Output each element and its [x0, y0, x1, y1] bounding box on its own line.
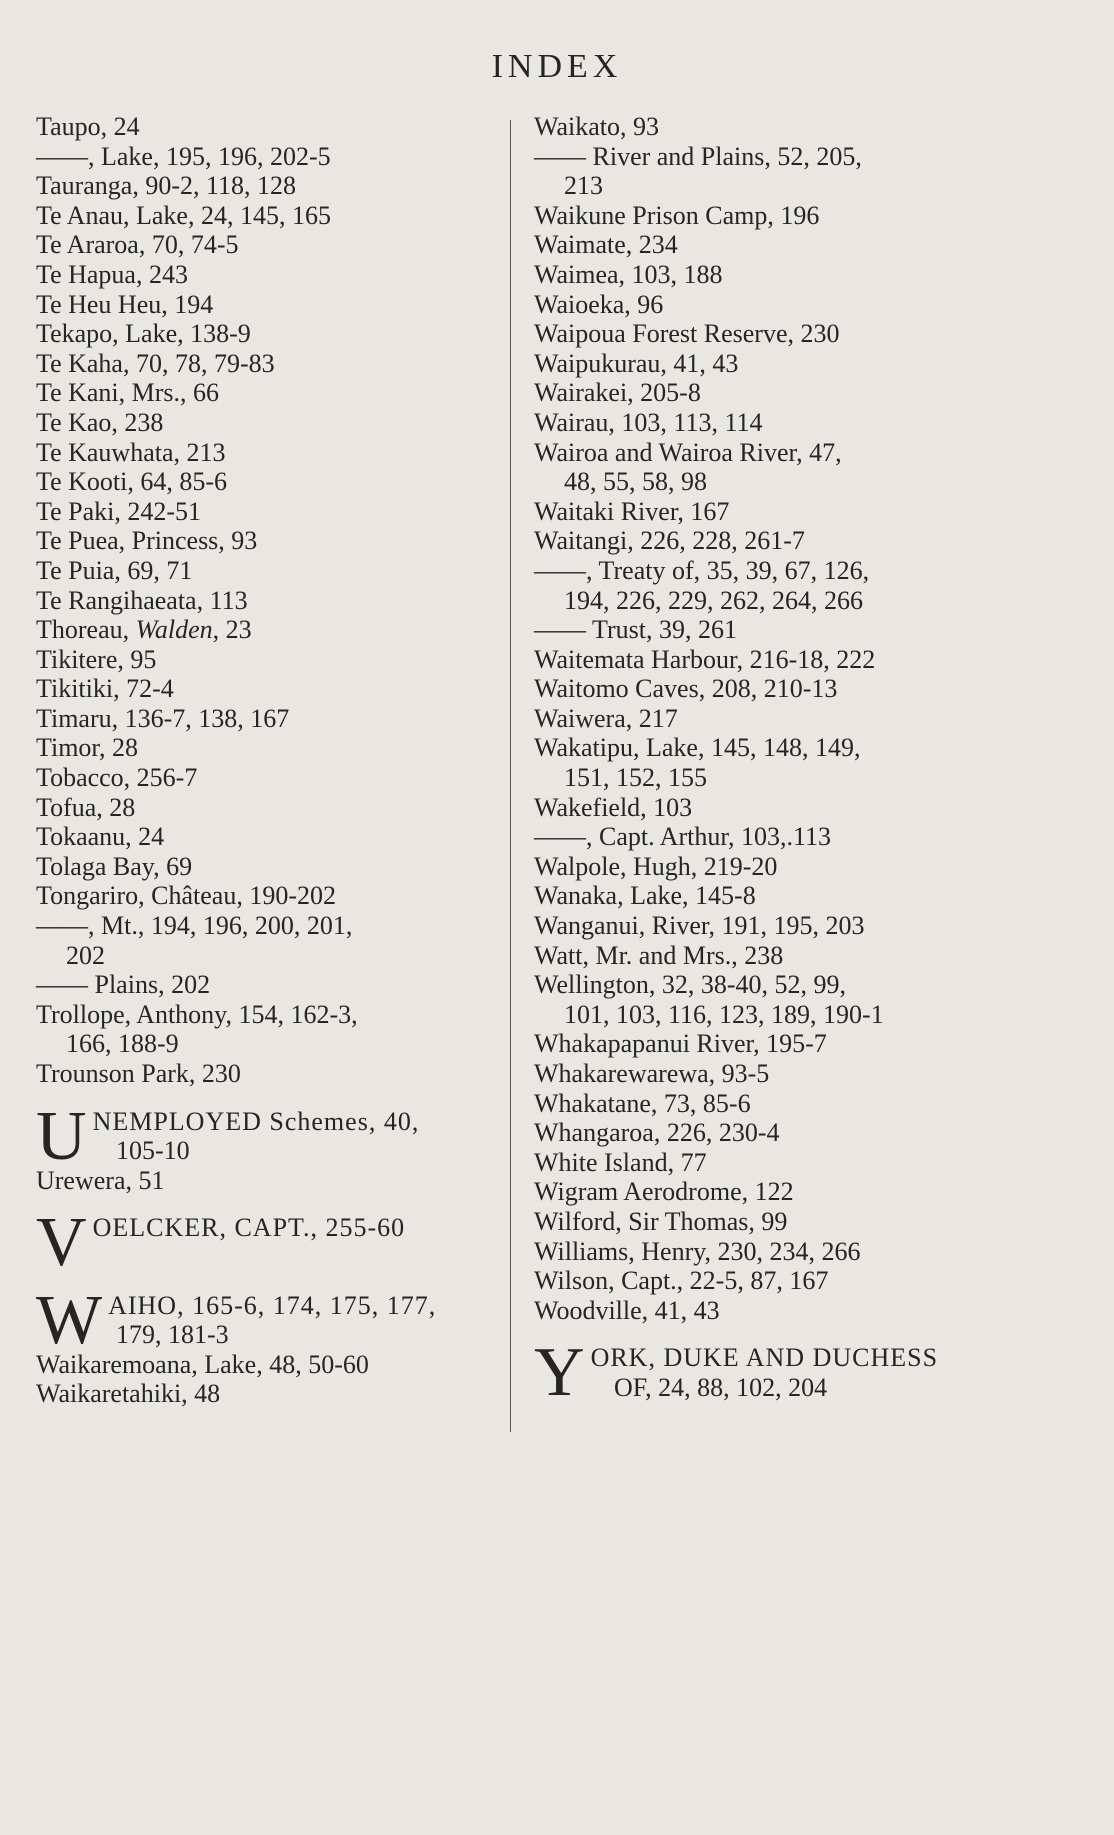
entry-text: Wilson, Capt., 22-5, 87, 167 [534, 1266, 829, 1296]
index-entry [534, 615, 989, 645]
index-entry [534, 142, 989, 201]
index-entry [36, 290, 506, 320]
entry-continuation: 48, 55, 58, 98 [564, 467, 707, 497]
index-entry [36, 467, 506, 497]
entry-text: Waikune Prison Camp, 196 [534, 200, 820, 230]
entry-text: ——, Capt. Arthur, 103,.113 [534, 822, 831, 852]
entry-text: Wairau, 103, 113, 114 [534, 407, 763, 437]
index-entry [534, 1059, 989, 1089]
entry-text: Waitomo Caves, 208, 210-13 [534, 674, 838, 704]
entry-pages: , 23 [212, 615, 252, 645]
entry-text: Wilford, Sir Thomas, 99 [534, 1206, 788, 1236]
entry-text: Te Kaha, 70, 78, 79-83 [36, 348, 275, 378]
index-entry [36, 674, 506, 704]
entry-text: Tolaga Bay, 69 [36, 851, 193, 881]
entry-spacer [36, 1243, 506, 1273]
entry-text: Wigram Aerodrome, 122 [534, 1177, 794, 1207]
index-entry [534, 911, 989, 941]
entry-text: Timaru, 136-7, 138, 167 [36, 703, 290, 733]
entry-text: —— Trust, 39, 261 [534, 615, 737, 645]
entry-text: Walpole, Hugh, 219-20 [534, 851, 778, 881]
entry-text: Te Paki, 242-51 [36, 496, 201, 526]
index-entry [36, 1379, 506, 1409]
index-entry [534, 1118, 989, 1148]
index-entry [534, 408, 989, 438]
entry-text: Wakefield, 103 [534, 792, 693, 822]
index-entry [534, 438, 989, 497]
entry-text: —— River and Plains, 52, 205, [534, 141, 862, 171]
entry-text: Tobacco, 256-7 [36, 763, 198, 793]
index-entry [36, 171, 506, 201]
entry-text: Te Hapua, 243 [36, 259, 188, 289]
entry-text: ——, Mt., 194, 196, 200, 201, [36, 911, 353, 941]
index-entry [534, 1207, 989, 1237]
entry-text: Te Kooti, 64, 85-6 [36, 467, 227, 497]
entry-text: Woodville, 41, 43 [534, 1295, 720, 1325]
entry-text: —— Plains, 202 [36, 970, 211, 1000]
index-entry [36, 497, 506, 527]
index-entry [534, 556, 989, 615]
entry-text: Te Kao, 238 [36, 407, 164, 437]
index-entry [36, 704, 506, 734]
entry-text: Trollope, Anthony, 154, 162-3, [36, 999, 358, 1029]
entry-text: Waikaremoana, Lake, 48, 50-60 [36, 1349, 369, 1379]
index-entry [36, 733, 506, 763]
index-entry [534, 526, 989, 556]
entry-text: Urewera, 51 [36, 1165, 165, 1195]
section-gap [36, 1273, 506, 1291]
index-column-right [534, 112, 989, 1412]
section-y [534, 1334, 989, 1412]
index-entry [534, 941, 989, 971]
index-entry [534, 1266, 989, 1296]
entry-text: Te Kani, Mrs., 66 [36, 378, 220, 408]
drop-cap-letter: W [36, 1281, 103, 1359]
index-column-left [36, 112, 506, 1409]
entry-text: Tongariro, Château, 190-202 [36, 881, 336, 911]
index-entry [534, 201, 989, 231]
entry-text: ——, Treaty of, 35, 39, 67, 126, [534, 555, 870, 585]
entry-text: Wairoa and Wairoa River, 47, [534, 437, 842, 467]
index-entry [36, 378, 506, 408]
index-entry [36, 763, 506, 793]
index-entry [534, 260, 989, 290]
index-entry [36, 142, 506, 172]
entry-text: Te Rangihaeata, 113 [36, 585, 248, 615]
entry-text: Trounson Park, 230 [36, 1059, 241, 1088]
section-heading-entry: ORK, DUKE AND DUCHESS [590, 1343, 939, 1373]
index-entry [534, 1237, 989, 1267]
index-entry [534, 881, 989, 911]
section-w [36, 1281, 506, 1359]
index-entry [534, 970, 989, 1029]
entry-text: Waikaretahiki, 48 [36, 1379, 221, 1409]
index-entry [534, 1296, 989, 1326]
entry-text: Whakapapanui River, 195-7 [534, 1029, 827, 1059]
index-entry [534, 1089, 989, 1119]
index-entry [36, 230, 506, 260]
section-gap [534, 1325, 989, 1343]
entry-text: Timor, 28 [36, 733, 139, 763]
entry-italic-title: Walden [135, 615, 213, 645]
index-entry [534, 733, 989, 792]
index-entry [534, 822, 989, 852]
entry-text: White Island, 77 [534, 1147, 707, 1177]
entry-text: Wanaka, Lake, 145-8 [534, 881, 756, 911]
index-entry [534, 112, 989, 142]
index-entry [534, 1148, 989, 1178]
index-entry [36, 438, 506, 468]
entry-text: Waitemata Harbour, 216-18, 222 [534, 644, 876, 674]
index-entry [36, 822, 506, 852]
entry-text: Waitaki River, 167 [534, 496, 730, 526]
section-v [36, 1204, 506, 1282]
index-entry [534, 497, 989, 527]
index-entry [534, 349, 989, 379]
entry-continuation: 166, 188-9 [66, 1029, 179, 1059]
entry-text: Whangaroa, 226, 230-4 [534, 1118, 780, 1148]
entry-text: Taupo, 24 [36, 112, 140, 141]
entry-text: Williams, Henry, 230, 234, 266 [534, 1236, 861, 1266]
entry-continuation: 202 [66, 940, 105, 970]
entry-text: Te Puea, Princess, 93 [36, 526, 258, 556]
entry-text: Tikitere, 95 [36, 644, 157, 674]
index-entry [534, 378, 989, 408]
entry-continuation: OF, 24, 88, 102, 204 [614, 1372, 828, 1402]
page-title: INDEX [491, 48, 623, 85]
index-entry [36, 1350, 506, 1380]
index-entry [36, 1000, 506, 1059]
index-entry [534, 852, 989, 882]
index-entry [36, 645, 506, 675]
index-entry [534, 1177, 989, 1207]
index-entry [36, 526, 506, 556]
index-entry [534, 704, 989, 734]
index-entry [534, 1029, 989, 1059]
entry-text: Wellington, 32, 38-40, 52, 99, [534, 970, 847, 1000]
index-entry [36, 112, 506, 142]
entry-text: Te Puia, 69, 71 [36, 555, 193, 585]
index-entry [36, 1059, 506, 1089]
entry-text: Te Araroa, 70, 74-5 [36, 230, 239, 260]
section-heading-entry: OELCKER, CAPT., 255-60 [92, 1213, 406, 1243]
index-entry [36, 349, 506, 379]
entry-continuation: 151, 152, 155 [564, 763, 707, 793]
entry-continuation: 213 [564, 171, 603, 201]
index-entry [534, 645, 989, 675]
index-entry [36, 881, 506, 911]
index-entry [36, 911, 506, 970]
index-entry [36, 319, 506, 349]
entry-text: Whakatane, 73, 85-6 [534, 1088, 751, 1118]
index-entry [36, 615, 506, 645]
entry-continuation: 194, 226, 229, 262, 264, 266 [564, 585, 863, 615]
index-entry [36, 408, 506, 438]
index-entry [534, 793, 989, 823]
drop-cap-letter: U [36, 1097, 87, 1175]
entry-text: Waioeka, 96 [534, 289, 664, 319]
entry-text: Waikato, 93 [534, 112, 659, 141]
section-heading-entry: AIHO, 165-6, 174, 175, 177, [108, 1290, 437, 1320]
entry-text: Wakatipu, Lake, 145, 148, 149, [534, 733, 861, 763]
entry-text: Waimea, 103, 188 [534, 259, 723, 289]
entry-text: Tikitiki, 72-4 [36, 674, 174, 704]
index-entry [36, 556, 506, 586]
entry-text: Wairakei, 205-8 [534, 378, 701, 408]
index-entry [534, 674, 989, 704]
entry-text: Waipoua Forest Reserve, 230 [534, 319, 840, 349]
index-entry [36, 1166, 506, 1196]
index-entry [36, 201, 506, 231]
entry-text: Watt, Mr. and Mrs., 238 [534, 940, 784, 970]
index-entry [534, 319, 989, 349]
entry-text: Tekapo, Lake, 138-9 [36, 319, 251, 349]
entry-text: Waiwera, 217 [534, 703, 678, 733]
entry-text: Te Anau, Lake, 24, 145, 165 [36, 200, 331, 230]
entry-text: Tokaanu, 24 [36, 822, 165, 852]
entry-text: Waitangi, 226, 228, 261-7 [534, 526, 805, 556]
drop-cap-letter: V [36, 1204, 87, 1282]
index-entry [36, 586, 506, 616]
entry-continuation: 101, 103, 116, 123, 189, 190-1 [564, 999, 884, 1029]
entry-text: Waipukurau, 41, 43 [534, 348, 739, 378]
index-entry [36, 793, 506, 823]
entry-text: ——, Lake, 195, 196, 202-5 [36, 141, 331, 171]
index-entry [36, 970, 506, 1000]
entry-continuation: 179, 181-3 [116, 1320, 229, 1350]
entry-text: Thoreau, [36, 615, 136, 645]
index-entry [36, 852, 506, 882]
entry-text: Tofua, 28 [36, 792, 136, 822]
section-gap [36, 1089, 506, 1107]
entry-text: Tauranga, 90-2, 118, 128 [36, 171, 297, 201]
column-divider [510, 120, 511, 1432]
entry-text: Te Heu Heu, 194 [36, 289, 214, 319]
section-gap [36, 1195, 506, 1213]
entry-text: Waimate, 234 [534, 230, 678, 260]
drop-cap-letter: Y [534, 1334, 585, 1412]
entry-text: Wanganui, River, 191, 195, 203 [534, 911, 865, 941]
entry-continuation: 105-10 [116, 1136, 190, 1166]
section-u [36, 1097, 506, 1175]
index-entry [534, 230, 989, 260]
section-heading-entry: NEMPLOYED Schemes, 40, [92, 1106, 420, 1136]
index-entry [534, 290, 989, 320]
entry-text: Whakarewarewa, 93-5 [534, 1059, 770, 1088]
index-entry [36, 260, 506, 290]
entry-text: Te Kauwhata, 213 [36, 437, 226, 467]
